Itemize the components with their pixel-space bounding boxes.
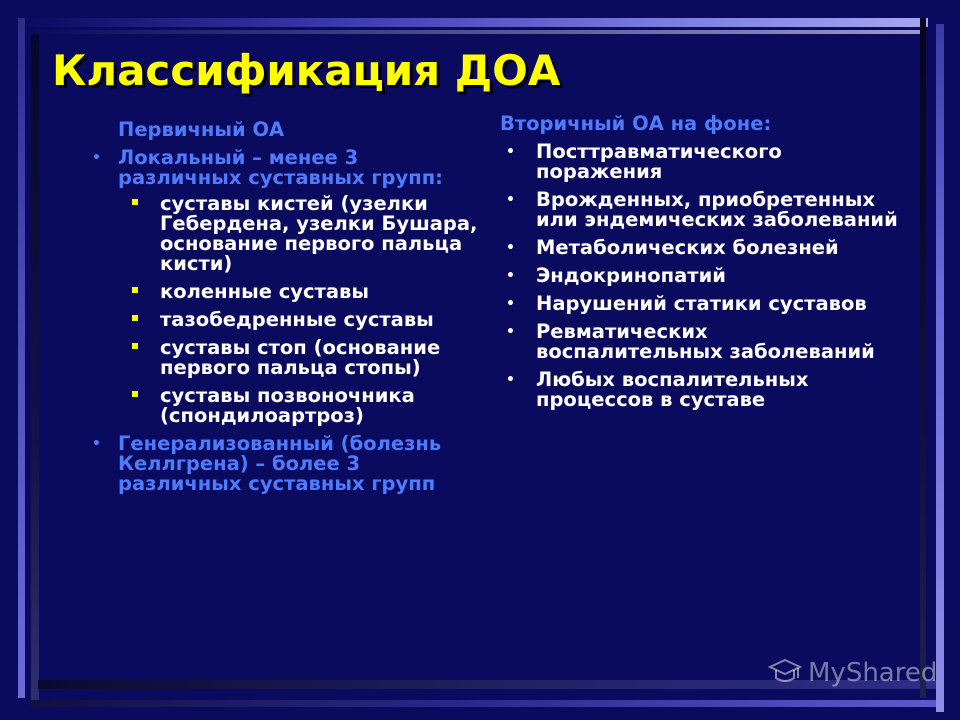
list-item-generalized (88, 434, 478, 494)
sublist-item (118, 194, 478, 274)
sublist-item (118, 282, 478, 302)
mortarboard-icon (768, 656, 802, 690)
sublist-item-text: суставы стоп (основание первого пальца стопы) (160, 336, 441, 379)
sublist-item-text: тазобедренные суставы (160, 308, 434, 331)
primary-oa-heading: Первичный ОА (118, 118, 285, 141)
list-item (498, 190, 898, 230)
bullet-icon: • (506, 268, 515, 284)
bullet-icon: • (506, 372, 515, 388)
sublist-item (118, 386, 478, 426)
square-bullet-icon (132, 287, 138, 293)
frame-top-inner-bar (30, 30, 920, 34)
sublist-item-text: суставы позвоночника (спондилоартроз) (160, 384, 415, 427)
bullet-icon: • (92, 436, 101, 452)
bullet-icon: • (92, 150, 101, 166)
frame-top-bar (18, 18, 928, 27)
square-bullet-icon (132, 343, 138, 349)
list-item-text: Эндокринопатий (536, 264, 726, 287)
square-bullet-icon (132, 391, 138, 397)
frame-left-bar (18, 18, 25, 698)
bullet-icon: • (506, 324, 515, 340)
watermark-text: MyShared (808, 658, 938, 688)
local-joints-sublist (118, 194, 478, 426)
square-bullet-icon (132, 199, 138, 205)
secondary-oa-column (498, 114, 898, 418)
frame-bottom-bar (28, 700, 938, 707)
secondary-oa-heading: Вторичный ОА на фоне: (500, 112, 772, 135)
frame-right-bar (936, 24, 944, 712)
list-item-text: Врожденных, приобретенных или эндемических заболеваний (536, 188, 898, 231)
slide-title: Классификация ДОА (52, 46, 561, 95)
bullet-icon: • (506, 296, 515, 312)
list-item-text: Метаболических болезней (536, 236, 839, 259)
myshared-watermark (768, 656, 937, 690)
square-bullet-icon (132, 315, 138, 321)
list-item (498, 322, 898, 362)
primary-oa-column (88, 120, 478, 500)
list-item (498, 294, 898, 314)
list-item-local (88, 148, 478, 426)
list-item (498, 142, 898, 182)
bullet-icon: • (506, 240, 515, 256)
list-item-text: Посттравматического поражения (536, 140, 782, 183)
sublist-item-text: суставы кистей (узелки Гебердена, узелки Бушара, основание первого пальца кисти) (160, 192, 478, 275)
sublist-item (118, 310, 478, 330)
bullet-icon: • (506, 144, 515, 160)
list-item-text: Локальный – менее 3 различных суставных групп: (118, 146, 443, 189)
list-item (498, 266, 898, 286)
list-item (498, 238, 898, 258)
sublist-item (118, 338, 478, 378)
list-item-text: Любых воспалительных процессов в суставе (536, 368, 809, 411)
list-item-text: Нарушений статики суставов (536, 292, 867, 315)
frame-left-inner-bar (31, 34, 39, 706)
list-item-text: Генерализованный (болезнь Келлгрена) – более 3 различных суставных групп (118, 432, 442, 495)
sublist-item-text: коленные суставы (160, 280, 369, 303)
bullet-icon: • (506, 192, 515, 208)
list-item-text: Ревматических воспалительных заболеваний (536, 320, 875, 363)
secondary-oa-list (498, 142, 898, 410)
primary-oa-list (88, 148, 478, 494)
list-item (498, 370, 898, 410)
frame-right-inner-bar (920, 18, 926, 698)
